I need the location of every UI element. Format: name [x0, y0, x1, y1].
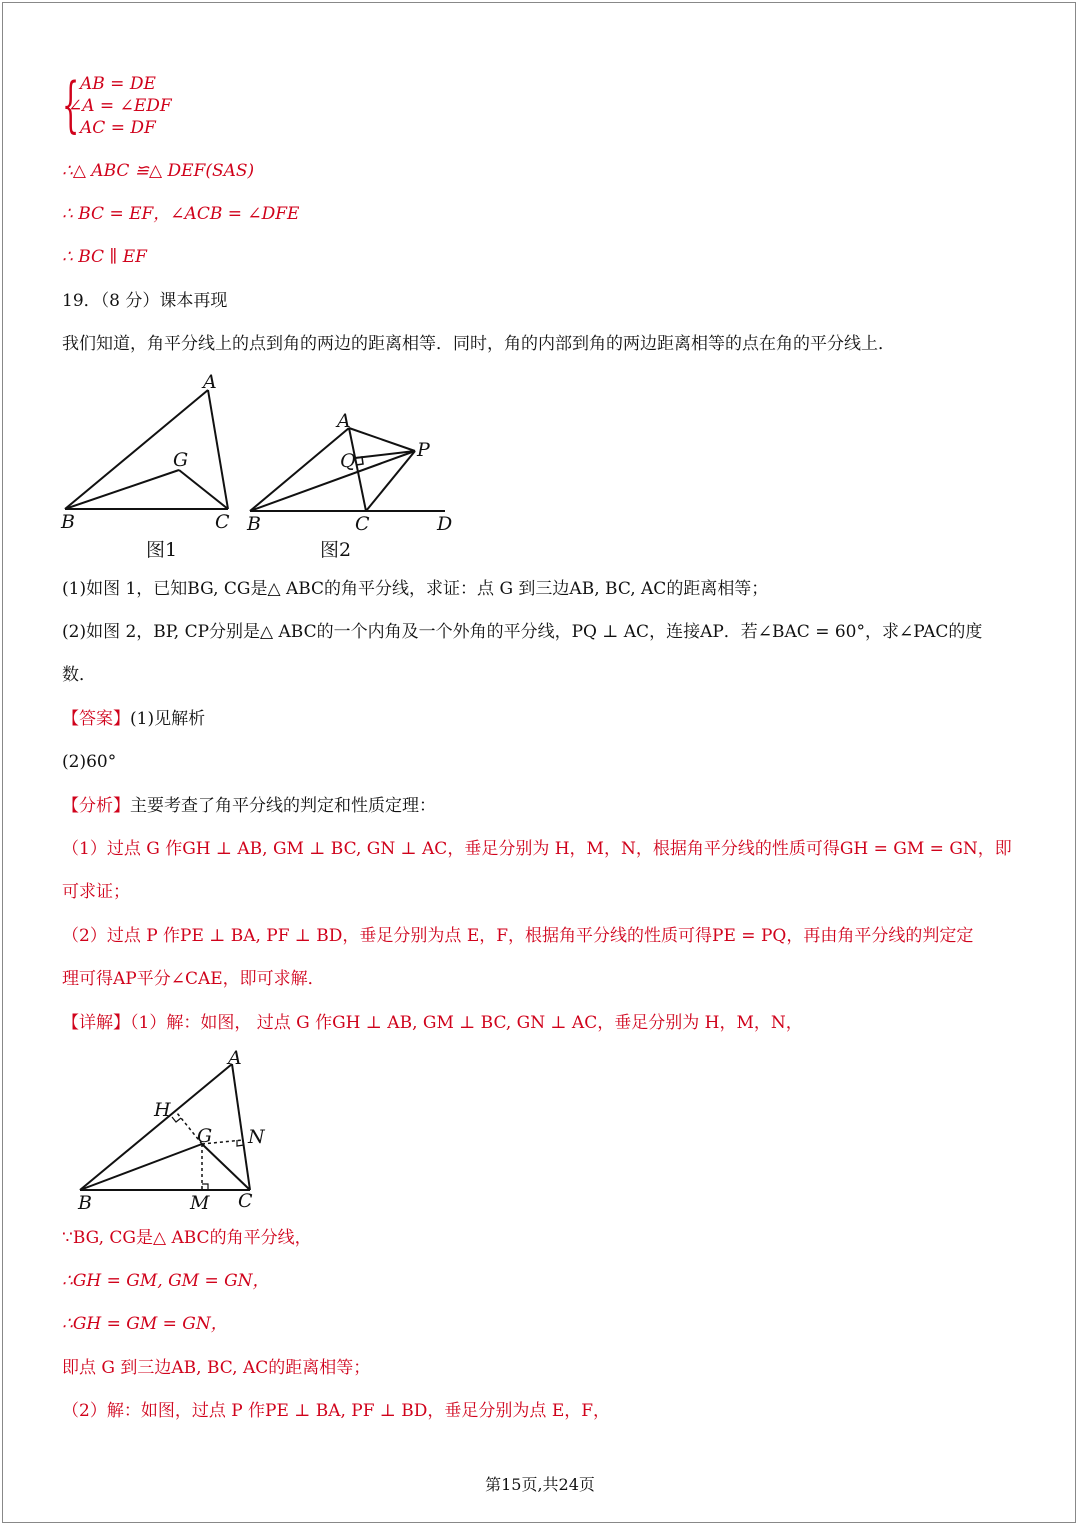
point-label: P	[417, 439, 430, 461]
point-label: C	[355, 513, 370, 535]
question-part-2-cont: 数．	[62, 665, 96, 685]
right-angle-mark	[172, 1117, 181, 1122]
analysis-p1-cont: 可求证；	[62, 882, 130, 902]
point-label: B	[61, 511, 75, 533]
point-label: A	[337, 410, 351, 432]
point-label: C	[215, 511, 230, 533]
point-label: N	[248, 1126, 265, 1148]
point-label: A	[228, 1047, 242, 1069]
segment-cg	[202, 1144, 250, 1190]
point-label: B	[78, 1192, 92, 1214]
figure-1	[55, 368, 255, 538]
detail-step: 即点 G 到三边AB, BC, AC的距离相等；	[62, 1358, 371, 1378]
analysis-p2-cont: 理可得AP平分∠CAE，即可求解．	[62, 969, 325, 989]
analysis-p2: （2）过点 P 作PE ⊥ BA, PF ⊥ BD，垂足分别为点 E，F，根据角平分线的性质可得PE = PQ，再由角平分线的判定定	[62, 926, 974, 946]
point-label: D	[437, 513, 453, 535]
detail-tag: 【详解】	[62, 1013, 130, 1033]
segment-ab	[250, 428, 349, 511]
left-brace: {	[62, 70, 80, 140]
detail-step: ∴GH = GM = GN，	[62, 1314, 228, 1334]
proof-line: ∴ BC = EF，∠ACB = ∠DFE	[62, 204, 300, 224]
analysis-p1: （1）过点 G 作GH ⊥ AB, GM ⊥ BC, GN ⊥ AC，垂足分别为 H，M，N，根据角平分线的性质可得GH = GM = GN，即	[62, 839, 1012, 859]
answer-2: (2)60°	[62, 752, 117, 772]
segment-ap	[349, 428, 415, 451]
system-row: AC = DF	[80, 118, 156, 138]
analysis-tag: 【分析】	[62, 796, 130, 816]
page-footer: 第15页,共24页	[485, 1475, 595, 1494]
detail-text: （1）解：如图， 过点 G 作GH ⊥ AB, GM ⊥ BC, GN ⊥ AC，垂足分别为 H，M，N，	[130, 1013, 803, 1033]
segment-ac	[208, 390, 228, 509]
segment-bg	[65, 470, 179, 509]
segment-bg	[80, 1144, 202, 1190]
question-intro: 我们知道，角平分线上的点到角的两边的距离相等．同时，角的内部到角的两边距离相等的点在角的平分线上．	[62, 334, 895, 354]
figure-2-caption: 图2	[320, 539, 352, 561]
point-label: B	[247, 513, 261, 535]
figure-2	[245, 408, 465, 538]
question-part-1: (1)如图 1，已知BG, CG是△ ABC的角平分线，求证：点 G 到三边AB, BC, AC的距离相等；	[62, 579, 769, 599]
analysis-line	[62, 795, 436, 817]
point-label: M	[190, 1192, 210, 1214]
system-row: AB = DE	[80, 74, 156, 94]
detail-step: ∵BG, CG是△ ABC的角平分线，	[62, 1228, 312, 1248]
answer-tag: 【答案】	[62, 709, 130, 729]
point-label: H	[154, 1099, 171, 1121]
answer-1: (1)见解析	[130, 709, 206, 729]
proof-line: ∴△ ABC ≌△ DEF(SAS)	[62, 161, 255, 181]
detail-step: （2）解：如图，过点 P 作PE ⊥ BA, PF ⊥ BD，垂足分别为点 E，F，	[62, 1401, 611, 1421]
equation-system	[62, 72, 222, 144]
question-title: 19．（8 分）课本再现	[62, 291, 228, 311]
page-border	[2, 2, 1076, 1523]
question-part-2: (2)如图 2，BP, CP分别是△ ABC的一个内角及一个外角的平分线，PQ ⊥ AC，连接AP．若∠BAC = 60°，求∠PAC的度	[62, 622, 983, 642]
figure-3	[70, 1044, 290, 1219]
point-label: C	[238, 1190, 253, 1212]
detail-step: ∴GH = GM, GM = GN，	[62, 1271, 270, 1291]
point-label: G	[173, 449, 189, 471]
figure-1-caption: 图1	[146, 539, 178, 561]
proof-line: ∴ BC ∥ EF	[62, 247, 147, 267]
detail-line	[62, 1012, 803, 1034]
system-row: ∠A = ∠EDF	[68, 96, 172, 116]
point-label: G	[197, 1125, 213, 1147]
point-label: A	[203, 371, 217, 393]
point-label: Q	[340, 450, 356, 472]
answer-line	[62, 708, 205, 730]
segment-cg	[179, 470, 228, 509]
analysis-summary: 主要考查了角平分线的判定和性质定理：	[130, 796, 436, 816]
